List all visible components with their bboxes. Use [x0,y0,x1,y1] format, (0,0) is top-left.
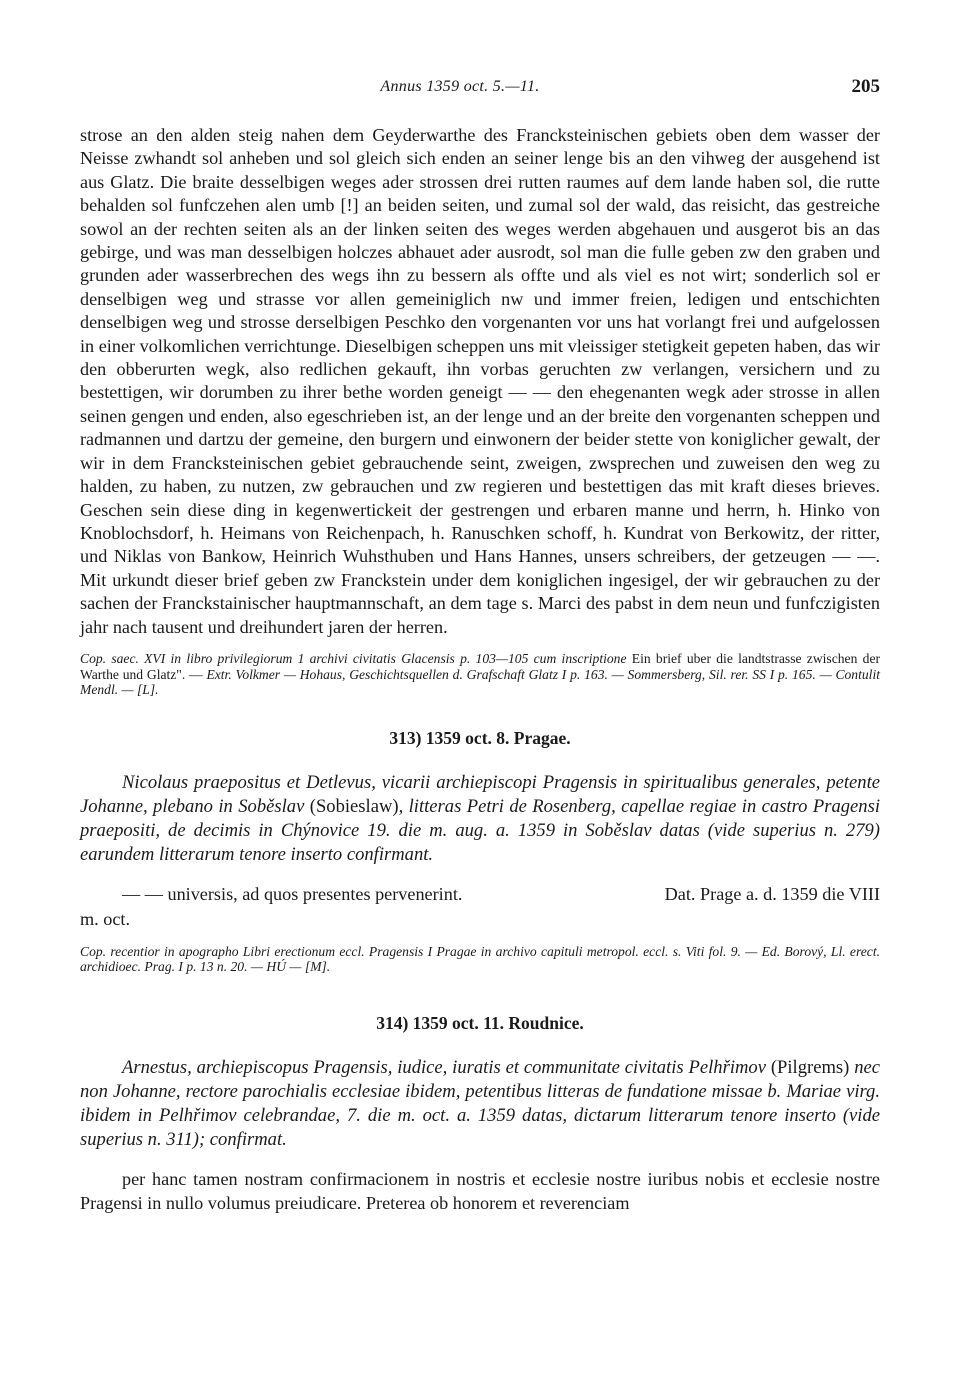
incipit-313 [80,882,880,932]
dating-clause: Dat. Prage a. d. 1359 die VIII [664,883,880,904]
dating-clause-continued: m. oct. [80,908,131,929]
regest-314-b: (Pilgrems) [770,1056,850,1078]
regest-314 [80,1056,880,1153]
incipit-text: — — universis, ad quos presentes pervenerint. [122,883,463,904]
document-heading-314: 314) 1359 oct. 11. Roudnice. [376,1012,584,1033]
page-number: 205 [851,76,880,97]
note-312-a: Cop. saec. XVI in libro privilegiorum 1 archivi civitatis Glacensis p. 103—105 cum inscriptione [80,650,627,666]
running-head-title: Annus 1359 oct. 5.—11. [380,78,540,95]
source-note-312 [80,651,880,698]
regest-313-c: , litteras Petri de Rosenberg, capellae regiae in castro Pragensi praepositi, de decimis in Chýnovice 19. die m. aug. a. 1359 in Soběslav datas (vide superius n. 279) earundem litterarum tenore inserto confirmant. [80,795,880,866]
regest-314-a: Arnestus, archiepiscopus Pragensis, iudice, iuratis et communitate civitatis Pelhřimov [122,1056,771,1078]
continuation-text: strose an den alden steig nahen dem Geyderwarthe des Francksteinischen gebiets oben dem wasser der Neisse zwhandt sol anheben und sol gleich sich enden an seiner lenge bis an den vihweg der ausgehend ist aus Glatz. Die braite desselbigen weges ader strossen drei rutten raumes auf dem lande haben sol, die rutte behalden sol funfczehen alen umb [!] an beiden seiten, und zumal sol der wald, das reisicht, das gestreiche sowol an der rechten seiten als an der linken seiten des weges werden abgehauen und ausgerot bis an das gebirge, und was man desselbigen holczes abhauet ader ausrodt, sol man die fulle geben zw den graben und grunden ader wasserbrechen des wegs ihn zu bessern als offte und als viel es not wirt; sonderlich sol er denselbigen weg und strasse vor allen gemeiniglich nw und immer freien, ledigen und entschichten denselbigen weg und strosse derselbigen Peschko den vorgenanten vor uns hat vorlangt frei und aufgelossen in einer volkomlichen verrichtunge. Dieselbigen scheppen uns mit vleissiger stetigkeit gepeten haben, das wir den obberurten wegk, also redlichen gekauft, ihn vorbas geruchten zw verlangen, versichern und zu bestettigen, wir dorumben zu ihrer bethe worden geneigt — — den ehegenanten wegk ader strosse in allen seinen gengen und enden, also egeschrieben ist, an der lenge und an der breite den vorgenanten scheppen und radmannen und dartzu der gemeine, den burgern und einwonern der beider stette von koniglicher gewalt, der wir in dem Francksteinischen gebiet gebrauchende seint, zweigen, zwsprechen und zuweisen den weg zu halden, zu haben, zu nutzen, zw gebrauchen und zw regieren und bestettigen das mit kraft dieses brieves. Geschen sein diese ding in kegenwertickeit der gestrengen und erbaren manne und herrn, h. Hinko von Knoblochsdorf, h. Heimans von Reichenpach, h. Ranuschken schoff, h. Kundrat von Berkowitz, der ritter, und Niklas von Bankow, Heinrich Wuhsthuben und Hans Hannes, unsers schreibers, der getzeugen — —. Mit urkundt dieser brief geben zw Franckstein under dem koniglichen ingesigel, der wir gebrauchen zu der sachen der Franckstainischer hauptmannschaft, an dem tage s. Marci des pabst in dem neun und funfczigisten jahr nach tausent und dreihundert jaren der herren. [80,125,880,637]
running-head [80,70,880,100]
note-312-c: Extr. Volkmer — Hohaus, Geschichtsquellen d. Grafschaft Glatz I p. 163. — Sommersberg, Sil. rer. SS I p. 165. — Contulit Mendl. — [L]. [80,666,881,698]
document-heading-313: 313) 1359 oct. 8. Pragae. [389,727,571,748]
regest-313 [80,771,880,868]
regest-313-a: Nicolaus praepositus et Detlevus, vicarii archiepiscopi Pragensis in spiritualibus generales, petente Johanne, plebano in Soběslav [80,771,880,817]
source-note-313: Cop. recentior in apographo Libri erectionum eccl. Pragensis I Pragae in archivo capituli metropol. eccl. s. Viti fol. 9. — Ed. Borový, Ll. erect. archidioec. Prag. I p. 13 n. 20. — HÚ — [M]. [80,943,880,975]
note-312-b: Ein brief uber die landtstrasse zwischen der Warthe und Glatz". — [80,650,880,682]
regest-313-b: (Sobieslaw) [309,795,399,817]
regest-314-c: nec non Johanne, rectore parochialis ecclesiae ibidem, petentibus litteras de fundatione missae b. Mariae virg. ibidem in Pelhřimov celebrandae, 7. die m. oct. a. 1359 datas, dictarum litterarum tenore inserto (vide superius n. 311); confirmat. [80,1056,881,1151]
page [80,70,880,1215]
document-text-314: per hanc tamen nostram confirmacionem in nostris et ecclesie nostre iuribus nobis et ecclesie nostre Pragensi in nullo volumus preiudicare. Preterea ob honorem et reverenciam [80,1168,880,1213]
